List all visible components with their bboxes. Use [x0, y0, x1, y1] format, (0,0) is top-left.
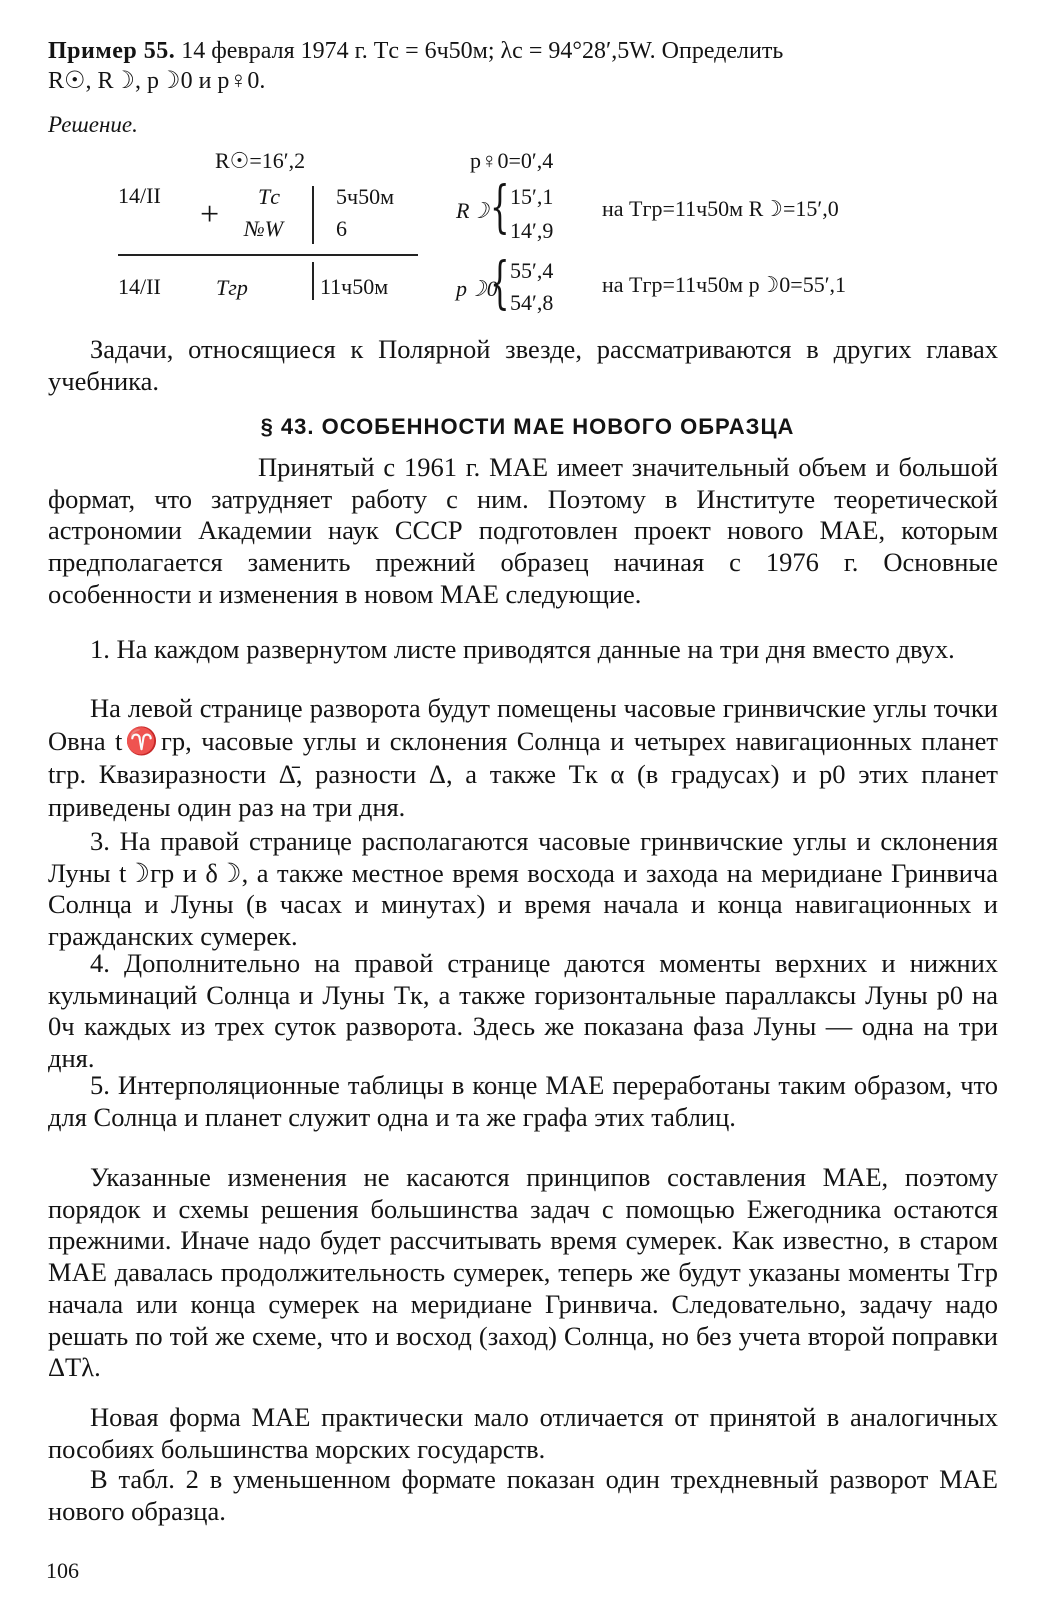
paragraph-9: В табл. 2 в уменьшенном формате показан один трехдневный разворот МАЕ нового образца.: [48, 1464, 998, 1526]
calc-r-moon-result: на Tгр=11ч50м R☽=15′,0: [602, 196, 839, 221]
calc-p-moon-v1: 55′,4: [510, 258, 554, 283]
note-paragraph: Задачи, относящиеся к Полярной звезде, рассматриваются в других главах учебника.: [48, 334, 998, 396]
paragraph-7: Указанные изменения не касаются принципов составления МАЕ, поэтому порядок и схемы решения большинства задач с помощью Ежегодника остаются прежними. Иначе надо будет рассчитывать время сумерек. Как известно, в старом МАЕ давалась продолжительность сумерек, теперь же будут указаны моменты Tгр начала или конца сумерек на меридиане Гринвича. Следовательно, задачу надо решать по той же схеме, что и восход (заход) Солнца, но без учета второй поправки ΔTλ.: [48, 1162, 998, 1383]
calc-p-moon-label: p☽0: [456, 276, 498, 301]
paragraph-3: На левой странице разворота будут помещены часовые гринвичские углы точки Овна t♈гр, часовые углы и склонения Солнца и четырех навигационных планет tгр. Квазиразности Δ̄, разности Δ, а также Tк α (в градусах) и p0 этих планет приведены один раз на три дня.: [48, 693, 998, 822]
calc-plus: +: [200, 196, 220, 233]
example-label: Пример 55.: [48, 38, 176, 64]
calc-r-moon-label: R☽: [456, 198, 490, 223]
calc-r-moon-v1: 15′,1: [510, 184, 554, 209]
example-line2: R☉, R☽, p☽0 и p♀0.: [48, 68, 266, 94]
calc-r-moon-v2: 14′,9: [510, 218, 554, 243]
paragraph-4: 3. На правой странице располагаются часовые гринвичские углы и склонения Луны t☽гр и δ☽, а также местное время восхода и захода на меридиане Гринвича Солнца и Луны (в часах и минутах) и время начала и конца навигационных и гражданских сумерек.: [48, 826, 998, 952]
calc-vline-2: [312, 262, 314, 300]
calc-tc-val: 5ч50м: [336, 184, 394, 209]
brace-r-moon: {: [490, 175, 510, 240]
paragraph-5: 4. Дополнительно на правой странице даются моменты верхних и нижних кульминаций Солнца и Луны Tк, а также горизонтальные параллаксы Луны p0 на 0ч каждых из трех суток разворота. Здесь же показана фаза Луны — одна на три дня.: [48, 948, 998, 1074]
calc-r-sun: R☉=16′,2: [215, 148, 306, 173]
calc-tc-label: Tс: [258, 184, 280, 209]
calc-tgr-label: Tгр: [216, 275, 248, 300]
example-header: [48, 36, 1008, 66]
calc-date1: 14/II: [118, 183, 161, 208]
paragraph-6: 5. Интерполяционные таблицы в конце МАЕ переработаны таким образом, что для Солнца и планет служит одна и та же графа этих таблиц.: [48, 1070, 998, 1132]
calc-nw-label: №W: [244, 216, 284, 241]
paragraph-2: 1. На каждом развернутом листе приводятся данные на три дня вместо двух.: [90, 634, 955, 664]
paragraph-8: Новая форма МАЕ практически мало отличается от принятой в аналогичных пособиях большинства морских государств.: [48, 1402, 998, 1464]
solution-label: Решение.: [48, 112, 138, 137]
example-text: 14 февраля 1974 г. Tс = 6ч50м; λс = 94°28′,5W. Определить: [175, 38, 784, 64]
brace-p-moon: {: [490, 251, 510, 316]
calc-vline-1: [312, 186, 314, 244]
calc-tgr-val: 11ч50м: [320, 274, 389, 299]
calc-p-venus: p♀0=0′,4: [470, 148, 554, 173]
section-heading: § 43. ОСОБЕННОСТИ МАЕ НОВОГО ОБРАЗЦА: [260, 414, 795, 439]
calc-nw-val: 6: [336, 216, 347, 241]
page-number: 106: [46, 1558, 79, 1583]
calc-sum-rule: [118, 254, 418, 256]
calc-p-moon-v2: 54′,8: [510, 290, 554, 315]
paragraph-1: Принятый с 1961 г. МАЕ имеет значительный объем и большой формат, что затрудняет работу с ним. Поэтому в Институте теоретической астрономии Академии наук СССР подготовлен проект нового МАЕ, которым предполагается заменить прежний образец начиная с 1976 г. Основные особенности и изменения в новом МАЕ следующие.: [48, 452, 998, 609]
calc-p-moon-result: на Tгр=11ч50м p☽0=55′,1: [602, 272, 847, 297]
calc-date2: 14/II: [118, 274, 161, 299]
